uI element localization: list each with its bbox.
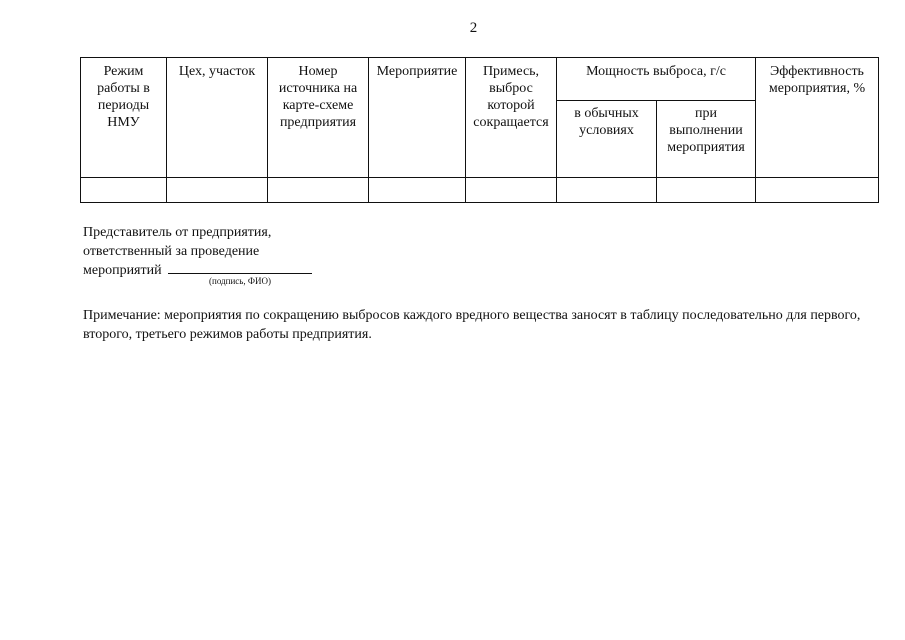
header-emission-power: Мощность выброса, г/с (557, 58, 756, 101)
table-cell (557, 178, 657, 203)
representative-line-3-text: мероприятий (83, 263, 162, 278)
table-cell (657, 178, 756, 203)
header-substance: Примесь, выброс которой сокращается (466, 58, 557, 178)
representative-block (83, 223, 312, 280)
header-normal-conditions: в обычных условиях (557, 101, 657, 178)
table-cell (81, 178, 167, 203)
header-measure: Мероприятие (369, 58, 466, 178)
measures-table (80, 57, 879, 203)
note-text: Примечание: мероприятия по сокращению выбросов каждого вредного вещества заносят в таблицу последовательно для первого, второго, третьего режимов работы предприятия. (83, 308, 861, 342)
representative-line-3 (83, 261, 312, 280)
representative-line-1: Представитель от предприятия, (83, 225, 272, 240)
signature-caption: (подпись, ФИО) (209, 276, 271, 286)
header-during-measure: при выполнении мероприятия (657, 101, 756, 178)
table-cell (369, 178, 466, 203)
table-cell (268, 178, 369, 203)
header-source-number: Номер источника на карте-схеме предприятия (268, 58, 369, 178)
table-cell (167, 178, 268, 203)
table-cell (756, 178, 879, 203)
representative-line-2: ответственный за проведение (83, 244, 260, 259)
table-row (81, 178, 879, 203)
header-mode: Режим работы в периоды НМУ (81, 58, 167, 178)
header-efficiency: Эффективность мероприятия, % (756, 58, 879, 178)
page-number: 2 (469, 20, 478, 36)
table-cell (466, 178, 557, 203)
header-workshop: Цех, участок (167, 58, 268, 178)
signature-line (168, 261, 312, 274)
